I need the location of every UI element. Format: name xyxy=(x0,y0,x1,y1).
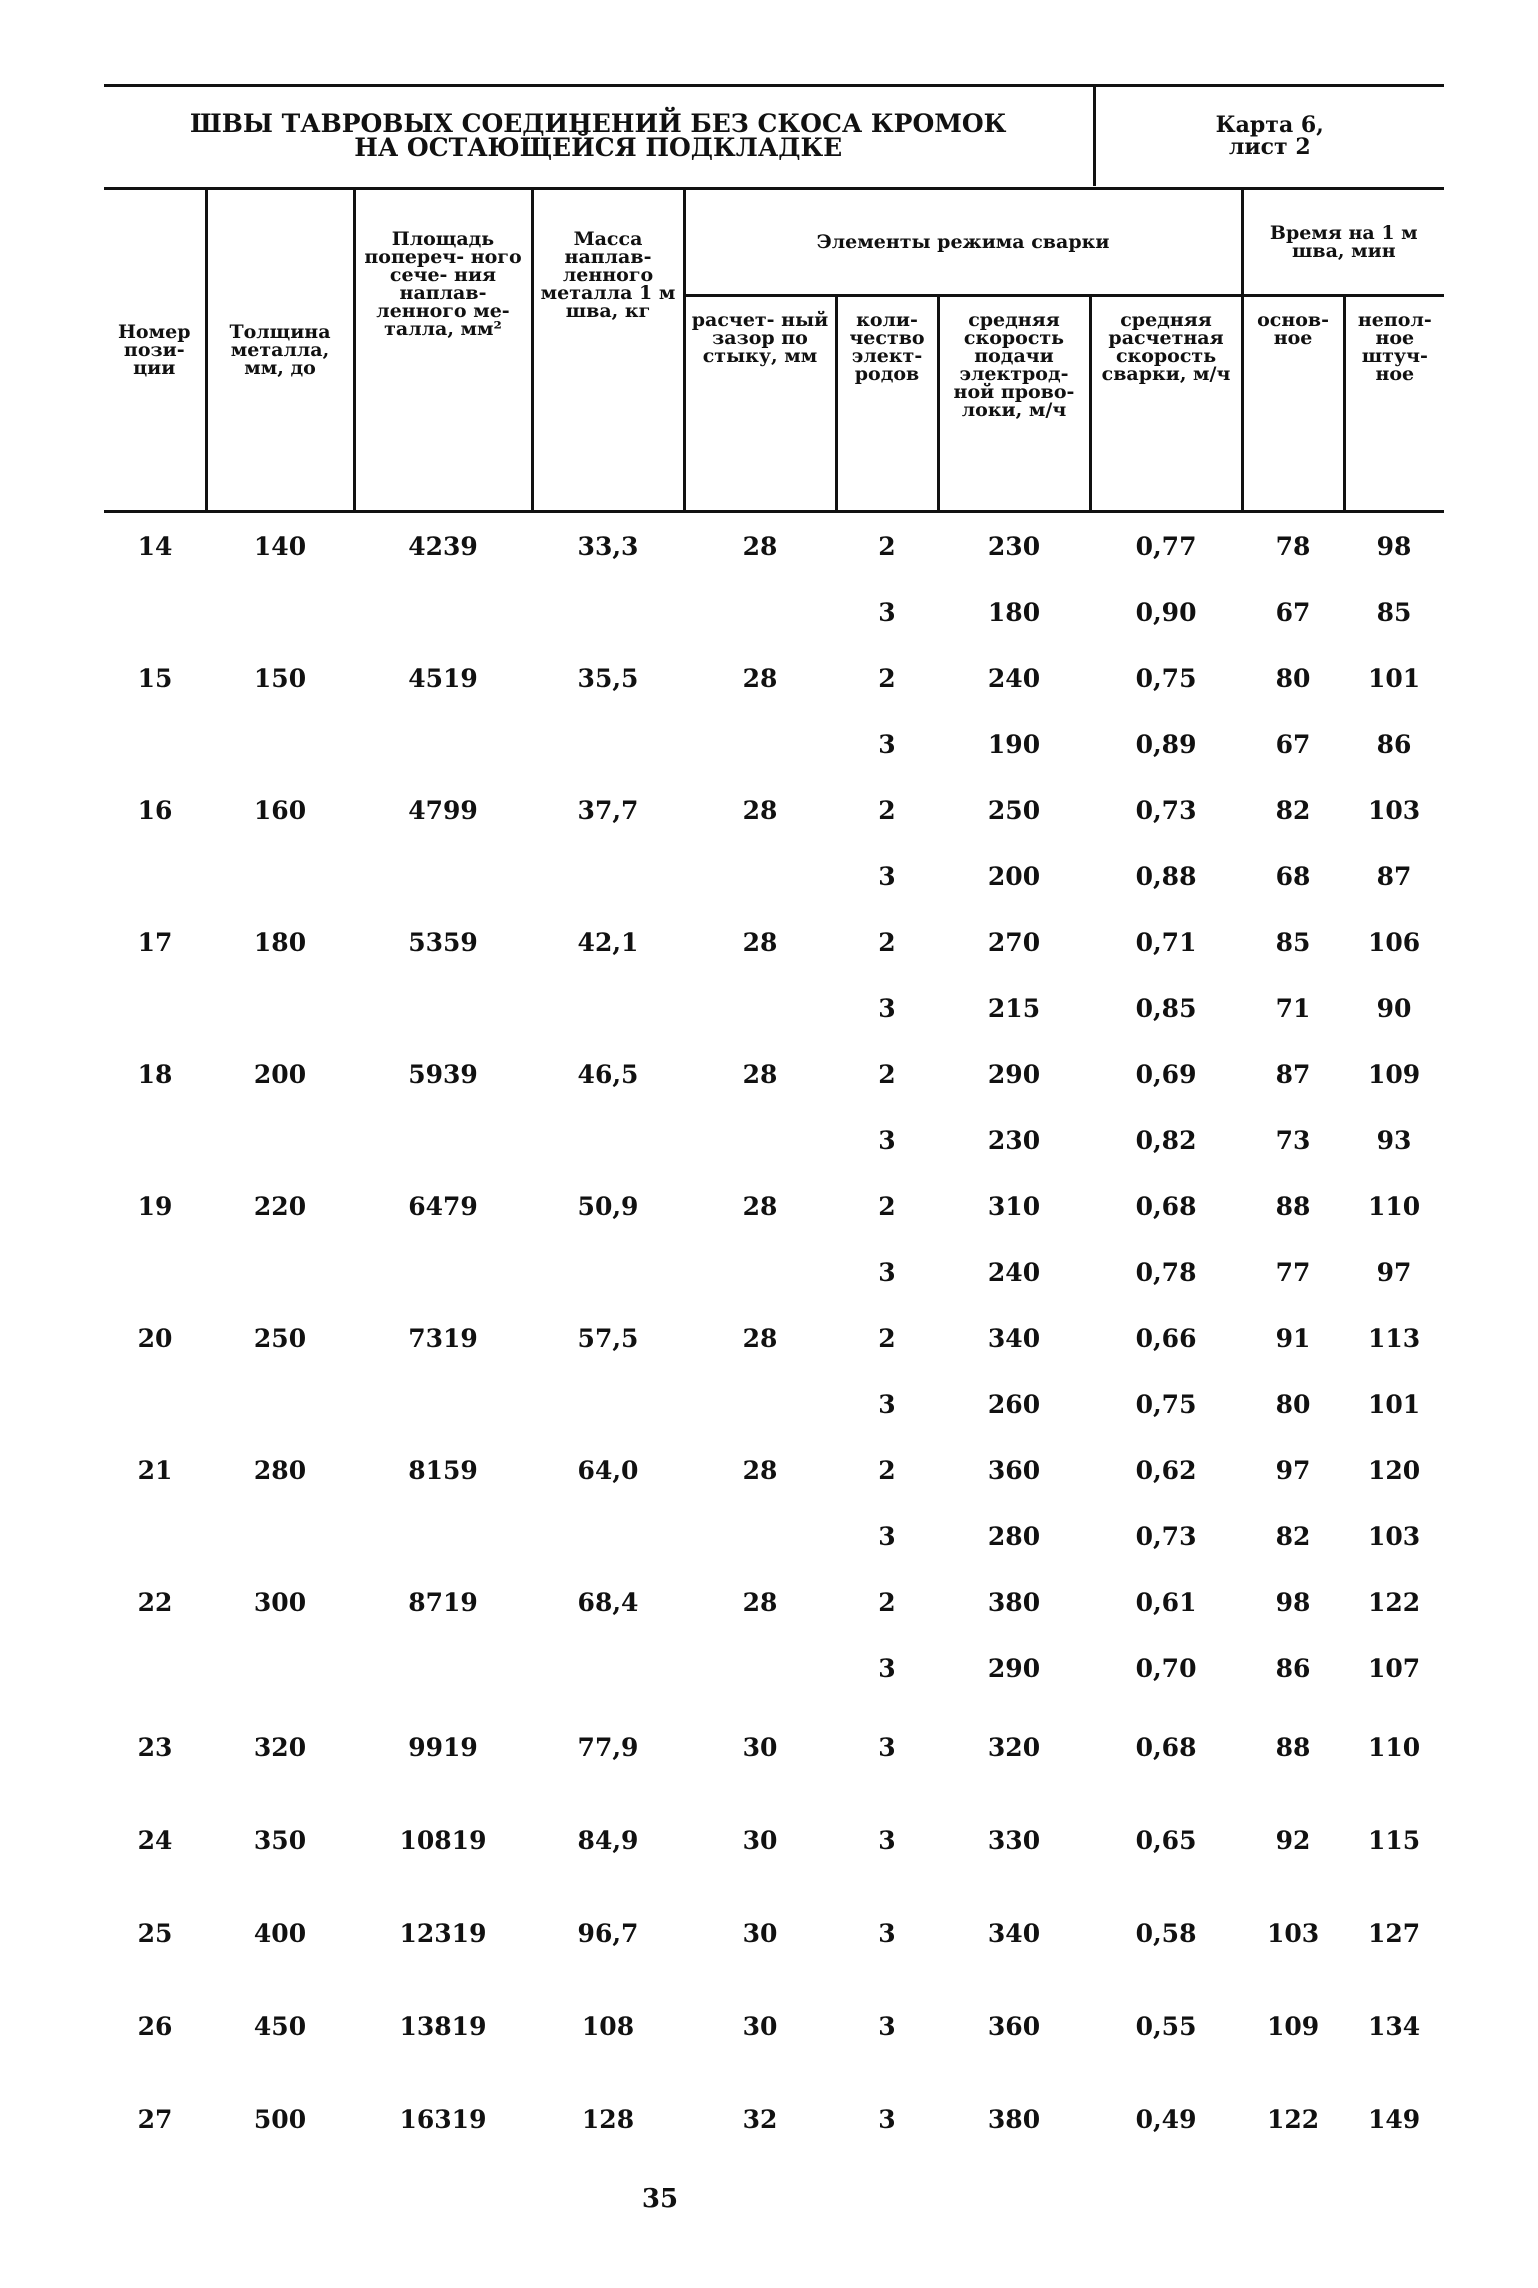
cell-mass: 128 xyxy=(581,2105,635,2134)
cell-piece-time: 106 xyxy=(1367,927,1421,957)
cell-feed-speed: 360 xyxy=(987,2012,1041,2041)
header-position: Номер пози- ции xyxy=(104,190,206,512)
cell-feed-speed: 270 xyxy=(987,927,1041,957)
cell-piece-time: 127 xyxy=(1367,1919,1421,1948)
cell-thickness: 300 xyxy=(253,1587,307,1617)
header-area: Площадь попереч- ного сече- ния наплав- ленного ме- талла, мм² xyxy=(354,190,532,512)
cell-position: 22 xyxy=(137,1587,173,1617)
cell-mass: 96,7 xyxy=(577,1919,639,1948)
cell-thickness: 450 xyxy=(253,2012,307,2041)
cell-mass: 37,7 xyxy=(577,795,639,825)
cell-feed-speed: 360 xyxy=(987,1455,1041,1485)
cell-thickness: 180 xyxy=(253,927,307,957)
cell-electrodes: 3 xyxy=(878,2105,896,2134)
cell-electrodes: 3 xyxy=(878,1653,896,1683)
cell-main-time: 103 xyxy=(1266,1919,1320,1948)
table-row xyxy=(104,843,1444,909)
cell-piece-time: 101 xyxy=(1367,1389,1421,1419)
cell-thickness: 140 xyxy=(253,531,307,561)
cell-position: 24 xyxy=(137,1826,173,1855)
cell-piece-time: 122 xyxy=(1367,1587,1421,1617)
cell-position xyxy=(104,1635,206,1701)
table-row xyxy=(104,1635,1444,1701)
cell-piece-time: 101 xyxy=(1367,663,1421,693)
cell-main-time: 82 xyxy=(1275,795,1311,825)
cell-gap: 30 xyxy=(742,2012,778,2041)
cell-main-time: 67 xyxy=(1275,597,1311,627)
table-row xyxy=(104,777,1444,843)
cell-mass xyxy=(532,579,684,645)
header-main-time: основ- ное xyxy=(1242,296,1344,512)
cell-thickness xyxy=(206,1635,354,1701)
cell-thickness xyxy=(206,1107,354,1173)
cell-area: 16319 xyxy=(399,2105,487,2134)
title-line-1: ШВЫ ТАВРОВЫХ СОЕДИНЕНИЙ БЕЗ СКОСА КРОМОК xyxy=(190,109,1007,138)
cell-feed-speed: 250 xyxy=(987,795,1041,825)
cell-electrodes: 3 xyxy=(878,1389,896,1419)
cell-position xyxy=(104,1371,206,1437)
cell-position: 20 xyxy=(137,1323,173,1353)
cell-weld-speed: 0,55 xyxy=(1135,2012,1197,2041)
cell-piece-time: 110 xyxy=(1367,1191,1421,1221)
cell-gap: 28 xyxy=(742,1191,778,1221)
cell-piece-time: 109 xyxy=(1367,1059,1421,1089)
cell-main-time: 77 xyxy=(1275,1257,1311,1287)
cell-mass xyxy=(532,1635,684,1701)
cell-area: 5359 xyxy=(408,927,478,957)
cell-main-time: 87 xyxy=(1275,1059,1311,1089)
cell-piece-time: 90 xyxy=(1376,993,1412,1023)
cell-main-time: 71 xyxy=(1275,993,1311,1023)
cell-mass xyxy=(532,975,684,1041)
cell-feed-speed: 190 xyxy=(987,729,1041,759)
cell-mass: 64,0 xyxy=(577,1455,639,1485)
cell-feed-speed: 330 xyxy=(987,1826,1041,1855)
cell-gap xyxy=(684,579,836,645)
cell-weld-speed: 0,73 xyxy=(1135,1521,1197,1551)
cell-weld-speed: 0,65 xyxy=(1135,1826,1197,1855)
header-electrodes: коли- чество элект- родов xyxy=(836,296,938,512)
card-reference xyxy=(1094,86,1444,186)
cell-gap: 28 xyxy=(742,1587,778,1617)
cell-mass: 42,1 xyxy=(577,927,639,957)
cell-piece-time: 103 xyxy=(1367,795,1421,825)
cell-feed-speed: 240 xyxy=(987,663,1041,693)
cell-piece-time: 87 xyxy=(1376,861,1412,891)
cell-thickness: 160 xyxy=(253,795,307,825)
table-row xyxy=(104,1794,1444,1887)
cell-main-time: 78 xyxy=(1275,531,1311,561)
cell-piece-time: 110 xyxy=(1367,1733,1421,1762)
cell-electrodes: 2 xyxy=(878,663,896,693)
cell-thickness: 320 xyxy=(253,1733,307,1762)
cell-piece-time: 107 xyxy=(1367,1653,1421,1683)
header-weld-speed: средняя расчетная скорость сварки, м/ч xyxy=(1090,296,1242,512)
cell-gap: 28 xyxy=(742,663,778,693)
cell-electrodes: 3 xyxy=(878,1733,896,1762)
cell-position xyxy=(104,975,206,1041)
cell-gap xyxy=(684,711,836,777)
cell-mass: 35,5 xyxy=(577,663,639,693)
cell-gap xyxy=(684,1503,836,1569)
cell-mass: 50,9 xyxy=(577,1191,639,1221)
cell-mass: 77,9 xyxy=(577,1733,639,1762)
cell-position: 23 xyxy=(137,1733,173,1762)
cell-position: 17 xyxy=(137,927,173,957)
cell-gap xyxy=(684,1635,836,1701)
table-row xyxy=(104,1173,1444,1239)
cell-position: 19 xyxy=(137,1191,173,1221)
cell-electrodes: 2 xyxy=(878,531,896,561)
cell-area: 4519 xyxy=(408,663,478,693)
welding-data-table xyxy=(104,190,1444,2166)
cell-weld-speed: 0,49 xyxy=(1135,2105,1197,2134)
cell-position: 26 xyxy=(137,2012,173,2041)
cell-gap xyxy=(684,975,836,1041)
cell-area xyxy=(354,579,532,645)
cell-area: 7319 xyxy=(408,1323,478,1353)
cell-weld-speed: 0,69 xyxy=(1135,1059,1197,1089)
cell-feed-speed: 215 xyxy=(987,993,1041,1023)
cell-main-time: 109 xyxy=(1266,2012,1320,2041)
cell-main-time: 88 xyxy=(1275,1733,1311,1762)
cell-electrodes: 2 xyxy=(878,1191,896,1221)
cell-gap: 28 xyxy=(742,795,778,825)
cell-feed-speed: 380 xyxy=(987,2105,1041,2134)
cell-main-time: 80 xyxy=(1275,1389,1311,1419)
cell-main-time: 122 xyxy=(1266,2105,1320,2134)
cell-weld-speed: 0,75 xyxy=(1135,663,1197,693)
cell-electrodes: 3 xyxy=(878,1125,896,1155)
cell-thickness xyxy=(206,711,354,777)
cell-electrodes: 3 xyxy=(878,2012,896,2041)
cell-thickness: 400 xyxy=(253,1919,307,1948)
cell-piece-time: 93 xyxy=(1376,1125,1412,1155)
cell-gap: 32 xyxy=(742,2105,778,2134)
cell-area xyxy=(354,843,532,909)
cell-piece-time: 85 xyxy=(1376,597,1412,627)
cell-electrodes: 3 xyxy=(878,993,896,1023)
cell-area xyxy=(354,1371,532,1437)
cell-area: 4799 xyxy=(408,795,478,825)
cell-gap xyxy=(684,1371,836,1437)
table-row xyxy=(104,1980,1444,2073)
cell-area: 5939 xyxy=(408,1059,478,1089)
table-row xyxy=(104,1107,1444,1173)
cell-feed-speed: 290 xyxy=(987,1059,1041,1089)
cell-thickness: 200 xyxy=(253,1059,307,1089)
cell-weld-speed: 0,89 xyxy=(1135,729,1197,759)
cell-mass xyxy=(532,1239,684,1305)
table-row xyxy=(104,1305,1444,1371)
header-time-group: Время на 1 м шва, мин xyxy=(1242,190,1444,296)
cell-area xyxy=(354,975,532,1041)
page-number: 35 xyxy=(641,2184,679,2214)
cell-electrodes: 2 xyxy=(878,1323,896,1353)
cell-electrodes: 2 xyxy=(878,795,896,825)
cell-electrodes: 3 xyxy=(878,1826,896,1855)
cell-thickness: 280 xyxy=(253,1455,307,1485)
cell-thickness xyxy=(206,843,354,909)
cell-main-time: 91 xyxy=(1275,1323,1311,1353)
table-row xyxy=(104,1701,1444,1794)
header-mode-group: Элементы режима сварки xyxy=(684,190,1242,296)
cell-gap: 30 xyxy=(742,1826,778,1855)
cell-weld-speed: 0,61 xyxy=(1135,1587,1197,1617)
header-piece-time: непол- ное штуч- ное xyxy=(1344,296,1444,512)
cell-gap: 28 xyxy=(742,1323,778,1353)
cell-weld-speed: 0,75 xyxy=(1135,1389,1197,1419)
cell-main-time: 82 xyxy=(1275,1521,1311,1551)
cell-mass: 84,9 xyxy=(577,1826,639,1855)
cell-mass: 46,5 xyxy=(577,1059,639,1089)
cell-thickness: 500 xyxy=(253,2105,307,2134)
cell-gap: 30 xyxy=(742,1919,778,1948)
cell-weld-speed: 0,62 xyxy=(1135,1455,1197,1485)
cell-mass xyxy=(532,1107,684,1173)
cell-area: 12319 xyxy=(399,1919,487,1948)
cell-electrodes: 3 xyxy=(878,1919,896,1948)
cell-feed-speed: 230 xyxy=(987,531,1041,561)
cell-weld-speed: 0,68 xyxy=(1135,1733,1197,1762)
cell-piece-time: 149 xyxy=(1367,2105,1421,2134)
cell-thickness xyxy=(206,1371,354,1437)
table-row xyxy=(104,2073,1444,2166)
cell-mass xyxy=(532,1371,684,1437)
cell-thickness xyxy=(206,1239,354,1305)
cell-area: 6479 xyxy=(408,1191,478,1221)
cell-position xyxy=(104,1239,206,1305)
table-row xyxy=(104,711,1444,777)
cell-electrodes: 3 xyxy=(878,729,896,759)
cell-piece-time: 97 xyxy=(1376,1257,1412,1287)
title-line-2: НА ОСТАЮЩЕЙСЯ ПОДКЛАДКЕ xyxy=(354,133,843,162)
cell-mass: 33,3 xyxy=(577,531,639,561)
table-row xyxy=(104,1041,1444,1107)
cell-main-time: 97 xyxy=(1275,1455,1311,1485)
header-mass: Масса наплав- ленного металла 1 м шва, кг xyxy=(532,190,684,512)
cell-area xyxy=(354,1239,532,1305)
cell-position: 16 xyxy=(137,795,173,825)
cell-position: 25 xyxy=(137,1919,173,1948)
cell-electrodes: 3 xyxy=(878,597,896,627)
cell-mass: 57,5 xyxy=(577,1323,639,1353)
cell-electrodes: 3 xyxy=(878,1521,896,1551)
cell-thickness: 250 xyxy=(253,1323,307,1353)
cell-electrodes: 3 xyxy=(878,861,896,891)
cell-area xyxy=(354,711,532,777)
cell-feed-speed: 260 xyxy=(987,1389,1041,1419)
cell-area xyxy=(354,1107,532,1173)
cell-feed-speed: 310 xyxy=(987,1191,1041,1221)
cell-piece-time: 115 xyxy=(1367,1826,1421,1855)
cell-gap: 28 xyxy=(742,1059,778,1089)
cell-mass: 108 xyxy=(581,2012,635,2041)
table-row xyxy=(104,1887,1444,1980)
cell-area xyxy=(354,1635,532,1701)
header-gap: расчет- ный зазор по стыку, мм xyxy=(684,296,836,512)
cell-main-time: 73 xyxy=(1275,1125,1311,1155)
table-row xyxy=(104,1503,1444,1569)
cell-position: 27 xyxy=(137,2105,173,2134)
table-row xyxy=(104,579,1444,645)
cell-main-time: 80 xyxy=(1275,663,1311,693)
cell-weld-speed: 0,70 xyxy=(1135,1653,1197,1683)
cell-piece-time: 120 xyxy=(1367,1455,1421,1485)
cell-position: 14 xyxy=(137,531,173,561)
cell-area: 4239 xyxy=(408,531,478,561)
cell-feed-speed: 340 xyxy=(987,1919,1041,1948)
cell-position xyxy=(104,579,206,645)
cell-thickness: 220 xyxy=(253,1191,307,1221)
cell-weld-speed: 0,77 xyxy=(1135,531,1197,561)
cell-feed-speed: 290 xyxy=(987,1653,1041,1683)
cell-position xyxy=(104,1503,206,1569)
cell-piece-time: 103 xyxy=(1367,1521,1421,1551)
cell-gap: 28 xyxy=(742,1455,778,1485)
cell-gap: 30 xyxy=(742,1733,778,1762)
cell-electrodes: 2 xyxy=(878,1587,896,1617)
cell-feed-speed: 240 xyxy=(987,1257,1041,1287)
cell-weld-speed: 0,68 xyxy=(1135,1191,1197,1221)
cell-thickness xyxy=(206,1503,354,1569)
cell-main-time: 67 xyxy=(1275,729,1311,759)
cell-electrodes: 2 xyxy=(878,927,896,957)
table-body xyxy=(104,512,1444,2167)
cell-feed-speed: 380 xyxy=(987,1587,1041,1617)
table-row xyxy=(104,1569,1444,1635)
cell-main-time: 88 xyxy=(1275,1191,1311,1221)
cell-position xyxy=(104,843,206,909)
cell-feed-speed: 320 xyxy=(987,1733,1041,1762)
cell-main-time: 98 xyxy=(1275,1587,1311,1617)
title-block xyxy=(104,86,1444,186)
cell-area: 13819 xyxy=(399,2012,487,2041)
table-row xyxy=(104,1239,1444,1305)
table-row xyxy=(104,512,1444,580)
cell-weld-speed: 0,73 xyxy=(1135,795,1197,825)
cell-electrodes: 3 xyxy=(878,1257,896,1287)
cell-electrodes: 2 xyxy=(878,1455,896,1485)
cell-feed-speed: 340 xyxy=(987,1323,1041,1353)
cell-thickness xyxy=(206,579,354,645)
cell-weld-speed: 0,90 xyxy=(1135,597,1197,627)
card-line-2: лист 2 xyxy=(1228,134,1311,160)
cell-piece-time: 86 xyxy=(1376,729,1412,759)
table-row xyxy=(104,1371,1444,1437)
header-feed-speed: средняя скорость подачи электрод- ной прово- локи, м/ч xyxy=(938,296,1090,512)
cell-gap xyxy=(684,843,836,909)
cell-weld-speed: 0,85 xyxy=(1135,993,1197,1023)
cell-feed-speed: 280 xyxy=(987,1521,1041,1551)
cell-weld-speed: 0,82 xyxy=(1135,1125,1197,1155)
cell-gap: 28 xyxy=(742,531,778,561)
cell-feed-speed: 230 xyxy=(987,1125,1041,1155)
cell-weld-speed: 0,88 xyxy=(1135,861,1197,891)
cell-main-time: 85 xyxy=(1275,927,1311,957)
cell-piece-time: 98 xyxy=(1376,531,1412,561)
cell-weld-speed: 0,78 xyxy=(1135,1257,1197,1287)
cell-position: 18 xyxy=(137,1059,173,1089)
cell-gap xyxy=(684,1107,836,1173)
cell-feed-speed: 200 xyxy=(987,861,1041,891)
cell-area: 8719 xyxy=(408,1587,478,1617)
table-row xyxy=(104,909,1444,975)
cell-mass xyxy=(532,1503,684,1569)
cell-position: 21 xyxy=(137,1455,173,1485)
cell-area: 9919 xyxy=(408,1733,478,1762)
cell-position: 15 xyxy=(137,663,173,693)
cell-weld-speed: 0,66 xyxy=(1135,1323,1197,1353)
cell-thickness xyxy=(206,975,354,1041)
table-row xyxy=(104,645,1444,711)
cell-main-time: 86 xyxy=(1275,1653,1311,1683)
cell-electrodes: 2 xyxy=(878,1059,896,1089)
cell-piece-time: 113 xyxy=(1367,1323,1421,1353)
document-title xyxy=(104,86,1094,186)
cell-thickness: 350 xyxy=(253,1826,307,1855)
cell-gap: 28 xyxy=(742,927,778,957)
cell-area xyxy=(354,1503,532,1569)
cell-gap xyxy=(684,1239,836,1305)
cell-main-time: 92 xyxy=(1275,1826,1311,1855)
cell-position xyxy=(104,711,206,777)
cell-mass xyxy=(532,843,684,909)
cell-area: 10819 xyxy=(399,1826,487,1855)
cell-mass xyxy=(532,711,684,777)
table-row xyxy=(104,1437,1444,1503)
cell-weld-speed: 0,58 xyxy=(1135,1919,1197,1948)
cell-thickness: 150 xyxy=(253,663,307,693)
cell-area: 8159 xyxy=(408,1455,478,1485)
cell-position xyxy=(104,1107,206,1173)
cell-piece-time: 134 xyxy=(1367,2012,1421,2041)
header-thickness: Толщина металла, мм, до xyxy=(206,190,354,512)
cell-feed-speed: 180 xyxy=(987,597,1041,627)
table-row xyxy=(104,975,1444,1041)
cell-mass: 68,4 xyxy=(577,1587,639,1617)
cell-main-time: 68 xyxy=(1275,861,1311,891)
cell-weld-speed: 0,71 xyxy=(1135,927,1197,957)
card-line-1: Карта 6, xyxy=(1215,112,1324,138)
